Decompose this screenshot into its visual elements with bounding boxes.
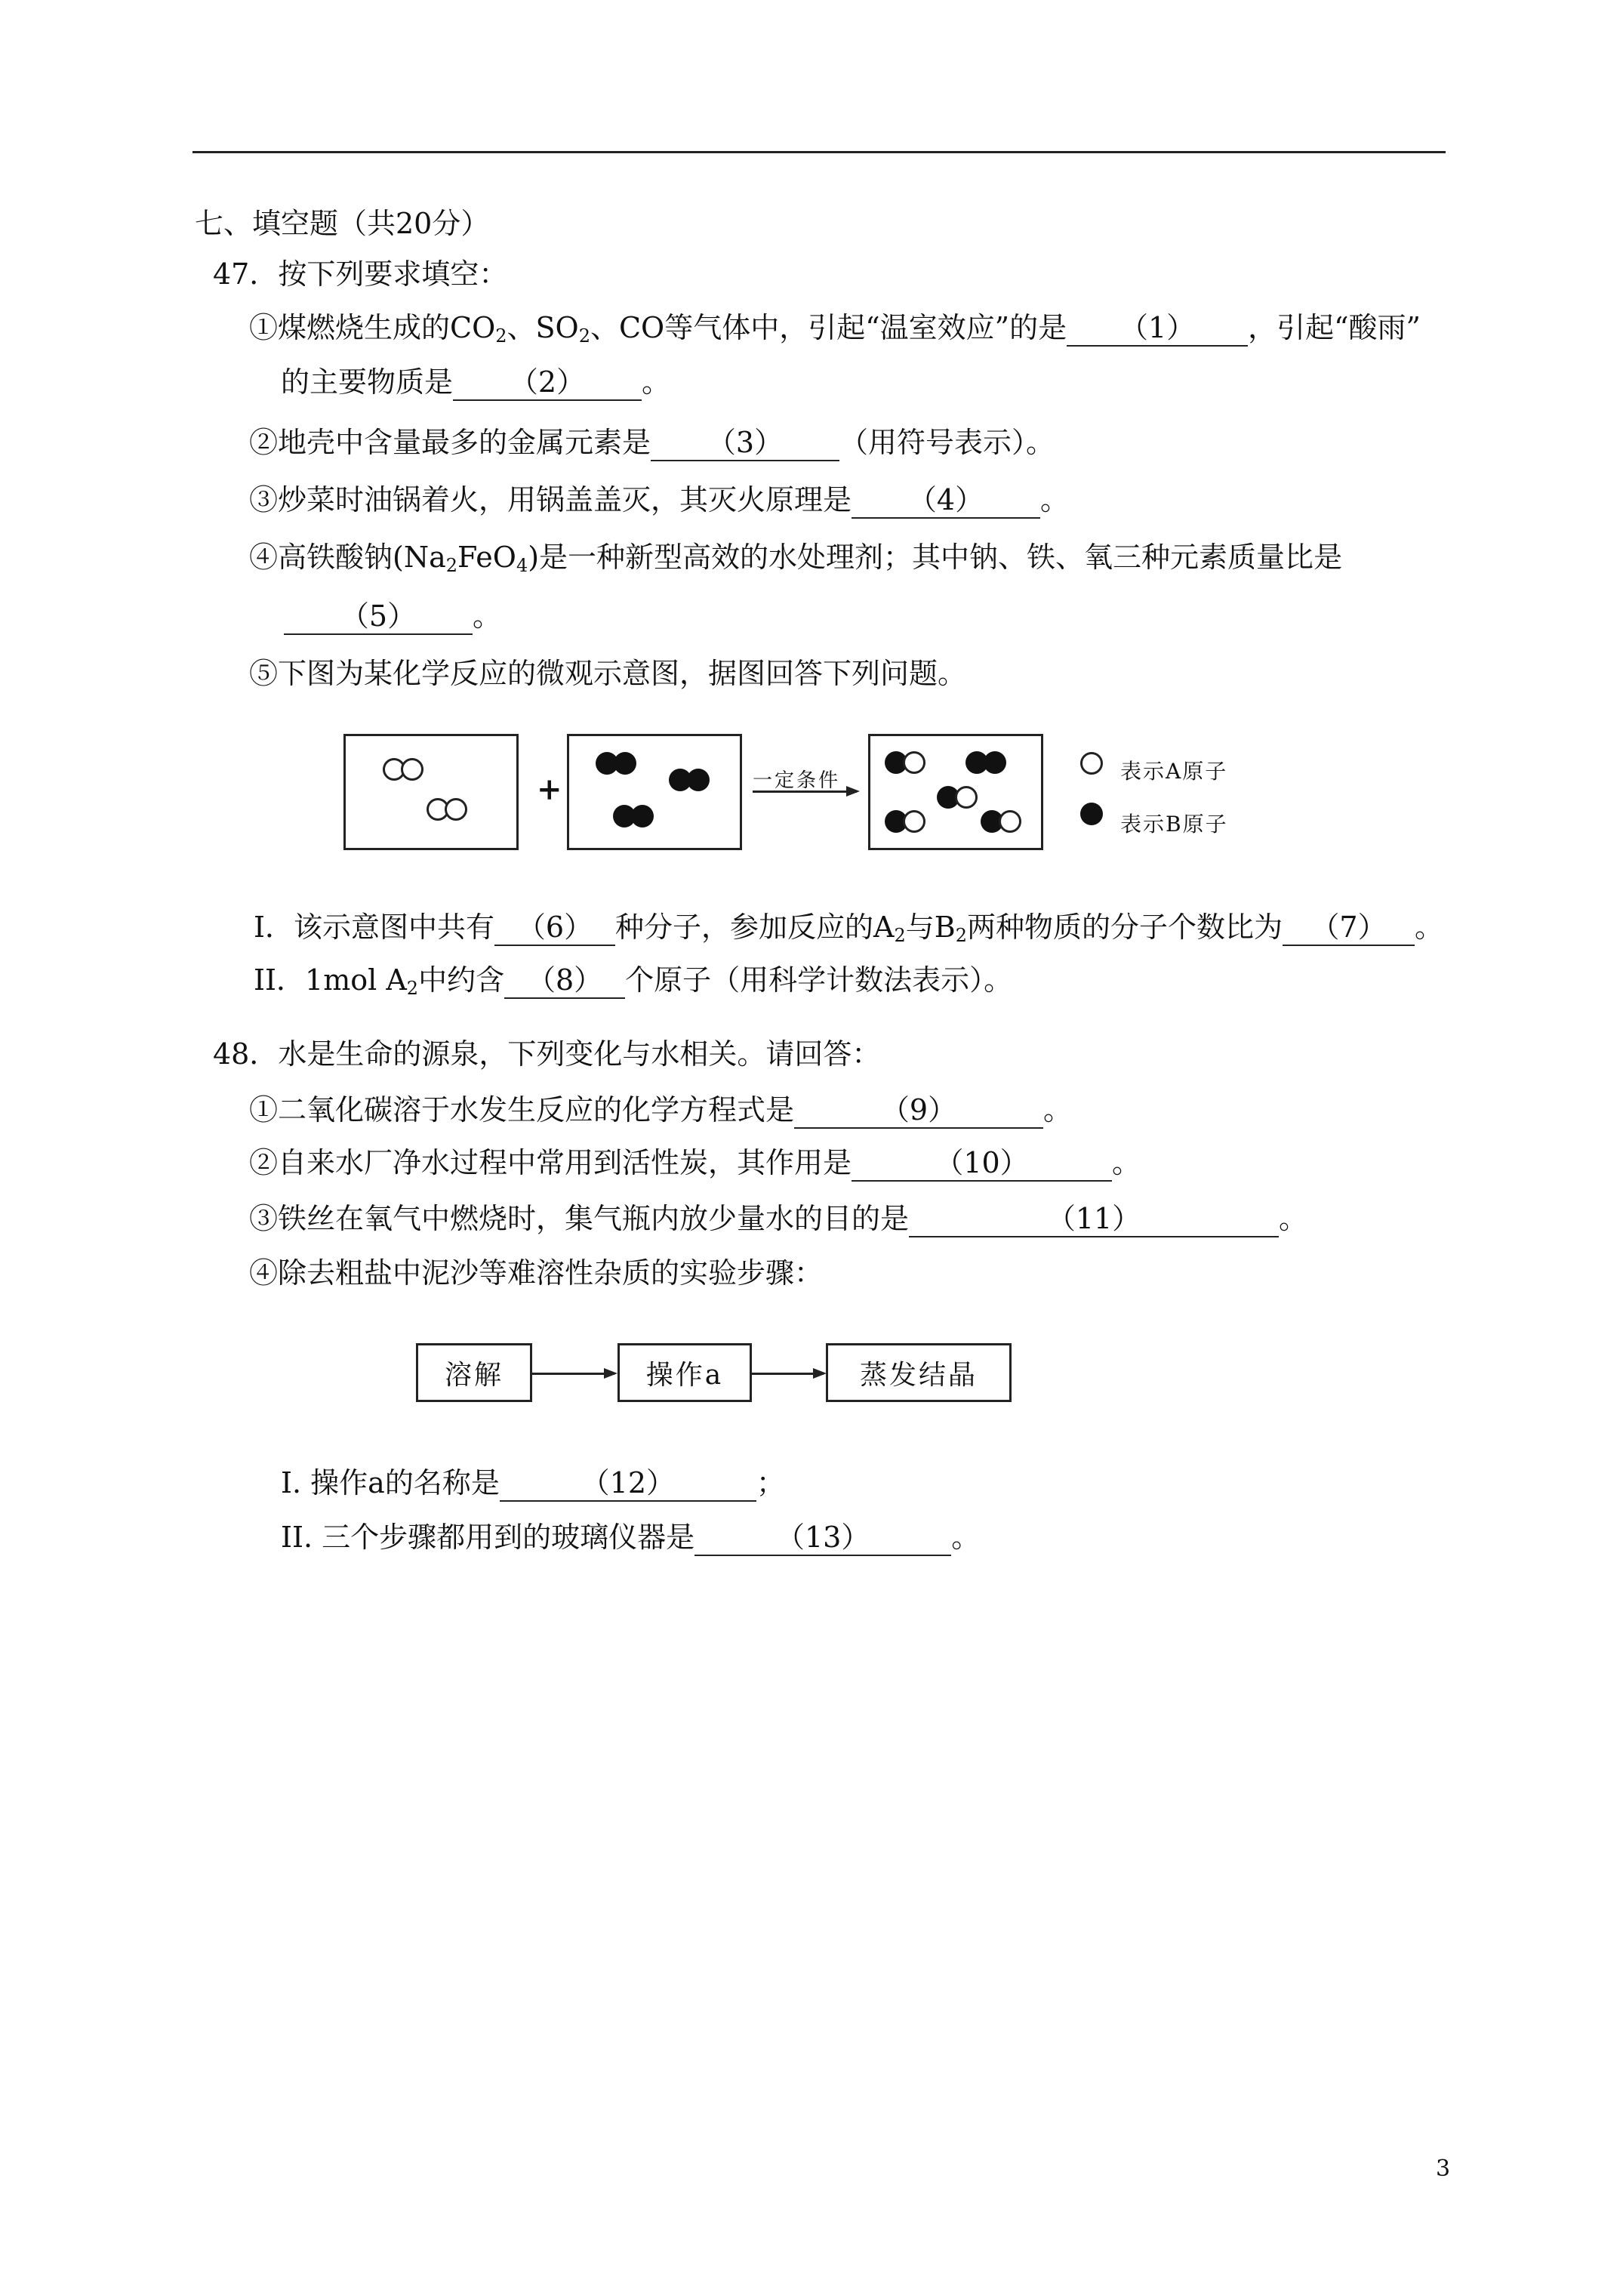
blank-8[interactable]: （8） (504, 963, 625, 999)
blank-2[interactable]: （2） (453, 365, 642, 401)
q48-sub-II: II. 三个步骤都用到的玻璃仪器是 （13） 。 (281, 1518, 980, 1557)
q47-sub-I: I．该示意图中共有 （6） 种分子，参加反应的$A_2$与$B_2$两种物质的分子个数比为 （7） 。 (254, 911, 1443, 946)
q47-item-3: ③炒菜时油锅着火，用锅盖盖灭，其灭火原理是 （4） 。 (249, 480, 1069, 519)
header-rule (192, 151, 1446, 153)
q47-sub-II: II．1mol $A_2$中约含 （8） 个原子（用科学计数法表示）。 (254, 963, 1013, 999)
q48-item-4: ④除去粗盐中泥沙等难溶性杂质的实验步骤： (249, 1256, 824, 1290)
flow-step-evaporate: 蒸发结晶 (826, 1343, 1012, 1402)
legend-b-label: 表示B原子 (1120, 812, 1228, 837)
reactant-box-b2 (567, 734, 742, 850)
legend-a-label: 表示A原子 (1120, 759, 1228, 784)
q47-item-4: ④高铁酸钠$(Na_2FeO_4)$是一种新型高效的水处理剂；其中钠、铁、氧三种元素质量比是 (249, 541, 1343, 576)
atom-a (955, 786, 978, 809)
legend-atom-a-icon (1080, 752, 1103, 775)
atom-a (999, 810, 1021, 833)
reaction-arrow (753, 791, 857, 793)
atom-a (401, 758, 423, 781)
reactant-box-a2 (343, 734, 519, 850)
blank-7[interactable]: （7） (1283, 910, 1415, 946)
q48-item-1: ①二氧化碳溶于水发生反应的化学方程式是 （9） 。 (249, 1090, 1072, 1130)
q47-item-4-cont: （5） 。 (284, 596, 501, 636)
blank-9[interactable]: （9） (794, 1093, 1043, 1129)
q48-stem: 48．水是生命的源泉，下列变化与水相关。请回答： (213, 1037, 881, 1071)
page-number: 3 (1436, 2156, 1451, 2182)
flow-arrow (530, 1373, 614, 1375)
q48-item-3: ③铁丝在氧气中燃烧时，集气瓶内放少量水的目的是 （11） 。 (249, 1199, 1307, 1238)
flow-step-dissolve: 溶解 (416, 1343, 532, 1402)
atom-a (445, 798, 467, 821)
flow-arrow (750, 1373, 824, 1375)
atom-a (903, 810, 925, 833)
plus-sign: + (537, 772, 562, 807)
blank-12[interactable]: （12） (500, 1465, 756, 1502)
blank-5[interactable]: （5） (284, 599, 473, 635)
blank-6[interactable]: （6） (494, 910, 615, 946)
product-box (868, 734, 1043, 850)
blank-4[interactable]: （4） (852, 482, 1040, 519)
q47-item-1: ①煤燃烧生成的$CO_2$、$SO_2$、CO等气体中，引起“温室效应”的是 （1） ，引起“酸雨” (249, 311, 1421, 347)
flow-step-operation-a: 操作a (617, 1343, 752, 1402)
legend-atom-b-icon (1080, 803, 1103, 825)
blank-3[interactable]: （3） (651, 425, 839, 461)
q48-sub-I: I. 操作a的名称是 （12） ； (281, 1463, 785, 1502)
q47-stem: 47．按下列要求填空： (213, 257, 508, 291)
atom-b (614, 752, 636, 775)
atom-a (903, 751, 925, 774)
reaction-condition: 一定条件 (753, 769, 841, 792)
atom-b (687, 769, 710, 791)
atom-b (631, 805, 654, 827)
blank-1[interactable]: （1） (1067, 310, 1248, 347)
q47-item-5: ⑤下图为某化学反应的微观示意图，据图回答下列问题。 (249, 657, 967, 690)
q48-item-2: ②自来水厂净水过程中常用到活性炭，其作用是 （10） 。 (249, 1143, 1141, 1182)
q47-item-2: ②地壳中含量最多的金属元素是 （3） （用符号表示）。 (249, 423, 1055, 462)
blank-10[interactable]: （10） (852, 1145, 1112, 1182)
section-title: 七、填空题（共20分） (195, 207, 490, 240)
atom-b (984, 751, 1006, 774)
blank-11[interactable]: （11） (909, 1201, 1279, 1237)
q47-item-1-cont: 的主要物质是 （2） 。 (281, 362, 670, 402)
blank-13[interactable]: （13） (694, 1520, 951, 1556)
